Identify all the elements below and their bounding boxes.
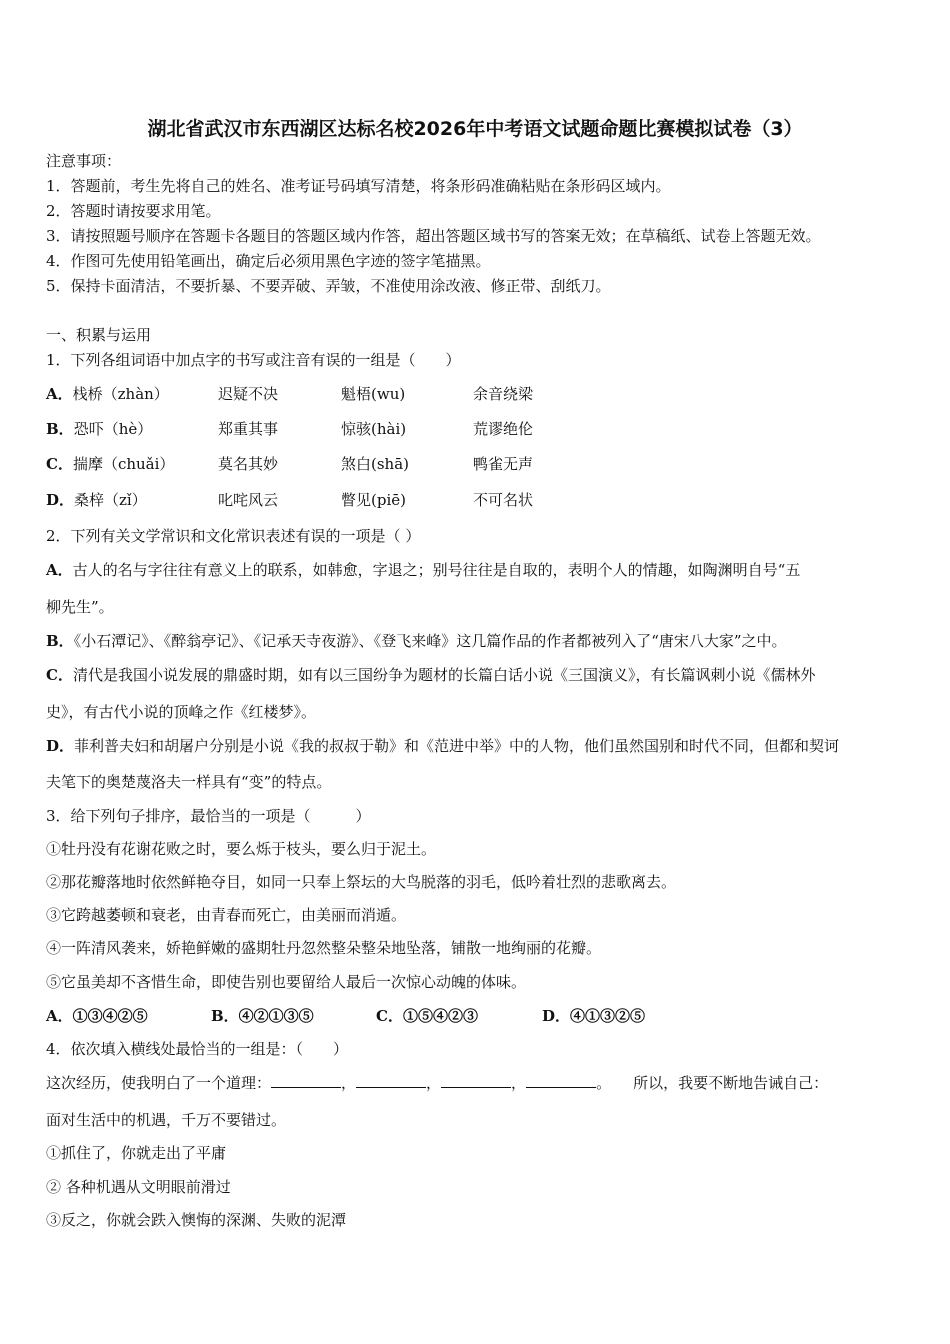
option-word-3: 惊骇(hài): [341, 420, 407, 438]
option-word-1: 栈桥（zhàn）: [72, 385, 169, 403]
option-word-1: 桑梓（zǐ）: [74, 491, 147, 509]
option-word-3: 魁梧(wu): [341, 385, 406, 403]
option-word-4: 鸭雀无声: [473, 455, 534, 473]
q4-fill-line2: 面对生活中的机遇，千万不要错过。: [46, 1111, 287, 1129]
q2-option-d-line1: D．菲利普夫妇和胡屠户分别是小说《我的叔叔于勒》和《范进中举》中的人物，他们虽然国别和时代不同，但都和契诃: [46, 737, 840, 755]
option-word-3: 瞥见(piē): [341, 491, 406, 509]
q2-option-c-line2: 史》，有古代小说的顶峰之作《红楼梦》。: [46, 703, 317, 721]
q3-sentence-4: ④一阵清风袭来，娇艳鲜嫩的盛期牡丹忽然整朵整朵地坠落，铺散一地绚丽的花瓣。: [46, 939, 602, 957]
q3-option-a: A．①③④②⑤: [46, 1007, 148, 1025]
blank-separator: ，: [511, 1074, 527, 1092]
notice-item-4: 4．作图可先使用铅笔画出，确定后必须用黑色字迹的签字笔描黑。: [46, 252, 491, 270]
option-label: B．: [46, 420, 74, 438]
q4-fill-line: [46, 1073, 828, 1093]
q2-option-a-line1: A．古人的名与字往往有意义上的联系，如韩愈，字退之；别号往往是自取的，表明个人的情趣，如陶渊明自号“五: [46, 561, 801, 579]
q4-item-2: ② 各种机遇从文明眼前滑过: [46, 1178, 231, 1196]
q4-item-3: ③反之，你就会跌入懊悔的深渊、失败的泥潭: [46, 1211, 347, 1229]
q3-sentence-2: ②那花瓣落地时依然鲜艳夺目，如同一只奉上祭坛的大鸟脱落的羽毛，低吟着壮烈的悲歌离去。: [46, 873, 677, 891]
q4-item-1: ①抓住了，你就走出了平庸: [46, 1144, 227, 1162]
blank-separator: ，: [426, 1074, 442, 1092]
q2-option-a-line2: 柳先生”。: [46, 598, 114, 616]
q4-fill-lead: 这次经历，使我明白了一个道理：: [46, 1074, 272, 1092]
option-word-1: 揣摩（chuǎi）: [72, 455, 175, 473]
q3-sentence-1: ①牡丹没有花谢花败之时，要么烁于枝头，要么归于泥土。: [46, 840, 437, 858]
q2-option-b-text: 《小石潭记》、《醉翁亭记》、《记承天寺夜游》、《登飞来峰》这几篇作品的作者都被列入了“唐宋八大家”之中。: [73, 632, 787, 650]
q2-option-c-line1: C．清代是我国小说发展的鼎盛时期，如有以三国纷争为题材的长篇白话小说《三国演义》，有长篇讽刺小说《儒林外: [46, 666, 816, 684]
q2-option-a-text: 古人的名与字往往有意义上的联系，如韩愈，字退之；别号往往是自取的，表明个人的情趣，如陶渊明自号“五: [72, 561, 801, 579]
exam-title: 湖北省武汉市东西湖区达标名校2026年中考语文试题命题比赛模拟试卷（3）: [147, 118, 803, 140]
q3-sentence-3: ③它跨越萎顿和衰老，由青春而死亡，由美丽而消遁。: [46, 906, 407, 924]
option-word-4: 荒谬绝伦: [473, 420, 534, 438]
blank-1[interactable]: [271, 1073, 341, 1088]
notice-item-1: 1．答题前，考生先将自己的姓名、准考证号码填写清楚，将条形码准确粘贴在条形码区域内。: [46, 177, 671, 195]
option-word-2: 叱咤风云: [218, 491, 279, 509]
q2-option-d-line2: 夫笔下的奥楚蔑洛夫一样具有“变”的特点。: [46, 773, 332, 791]
q3-option-d: D．④①③②⑤: [542, 1007, 646, 1025]
option-word-2: 郑重其事: [218, 420, 279, 438]
option-word-4: 不可名状: [473, 491, 534, 509]
section-heading: 一、积累与运用: [46, 326, 152, 344]
option-word-2: 迟疑不决: [218, 385, 279, 403]
q3-option-b: B．④②①③⑤: [211, 1007, 314, 1025]
notice-heading: 注意事项：: [46, 152, 122, 170]
option-word-2: 莫名其妙: [218, 455, 279, 473]
q2-option-b: B．《小石潭记》、《醉翁亭记》、《记承天寺夜游》、《登飞来峰》这几篇作品的作者都被列入了“唐宋八大家”之中。: [46, 632, 787, 650]
option-label: C．: [46, 455, 73, 473]
blank-3[interactable]: [441, 1073, 511, 1088]
q4-fill-tail: 所以，我要不断地告诫自己：: [633, 1074, 829, 1092]
q3-option-c: C．①⑤④②③: [376, 1007, 478, 1025]
notice-item-3: 3．请按照题号顺序在答题卡各题目的答题区域内作答，超出答题区域书写的答案无效；在草稿纸、试卷上答题无效。: [46, 227, 821, 245]
q3-stem: 3．给下列句子排序，最恰当的一项是（ ）: [46, 807, 371, 825]
option-label: D．: [46, 491, 75, 509]
q3-sentence-5: ⑤它虽美却不吝惜生命，即使告别也要留给人最后一次惊心动魄的体味。: [46, 973, 527, 991]
q1-stem: 1．下列各组词语中加点字的书写或注音有误的一组是（ ）: [46, 351, 461, 369]
notice-item-2: 2．答题时请按要求用笔。: [46, 202, 221, 220]
q2-option-d-text: 菲利普夫妇和胡屠户分别是小说《我的叔叔于勒》和《范进中举》中的人物，他们虽然国别和时代不同，但都和契诃: [74, 737, 840, 755]
option-label: A．: [46, 385, 73, 403]
option-word-4: 余音绕梁: [473, 385, 534, 403]
notice-item-5: 5．保持卡面清洁，不要折暴、不要弄破、弄皱，不准使用涂改液、修正带、刮纸刀。: [46, 277, 611, 295]
blank-4[interactable]: [526, 1073, 596, 1088]
option-word-1: 恐吓（hè）: [73, 420, 153, 438]
blank-separator: ，: [341, 1074, 357, 1092]
blank-2[interactable]: [356, 1073, 426, 1088]
q2-stem: 2．下列有关文学常识和文化常识表述有误的一项是（ ）: [46, 527, 421, 545]
blank-end: 。: [596, 1074, 612, 1092]
q4-stem: 4．依次填入横线处最恰当的一组是：（ ）: [46, 1040, 349, 1058]
option-word-3: 煞白(shā): [341, 455, 410, 473]
q2-option-c-text: 清代是我国小说发展的鼎盛时期，如有以三国纷争为题材的长篇白话小说《三国演义》，有长篇讽刺小说《儒林外: [72, 666, 816, 684]
